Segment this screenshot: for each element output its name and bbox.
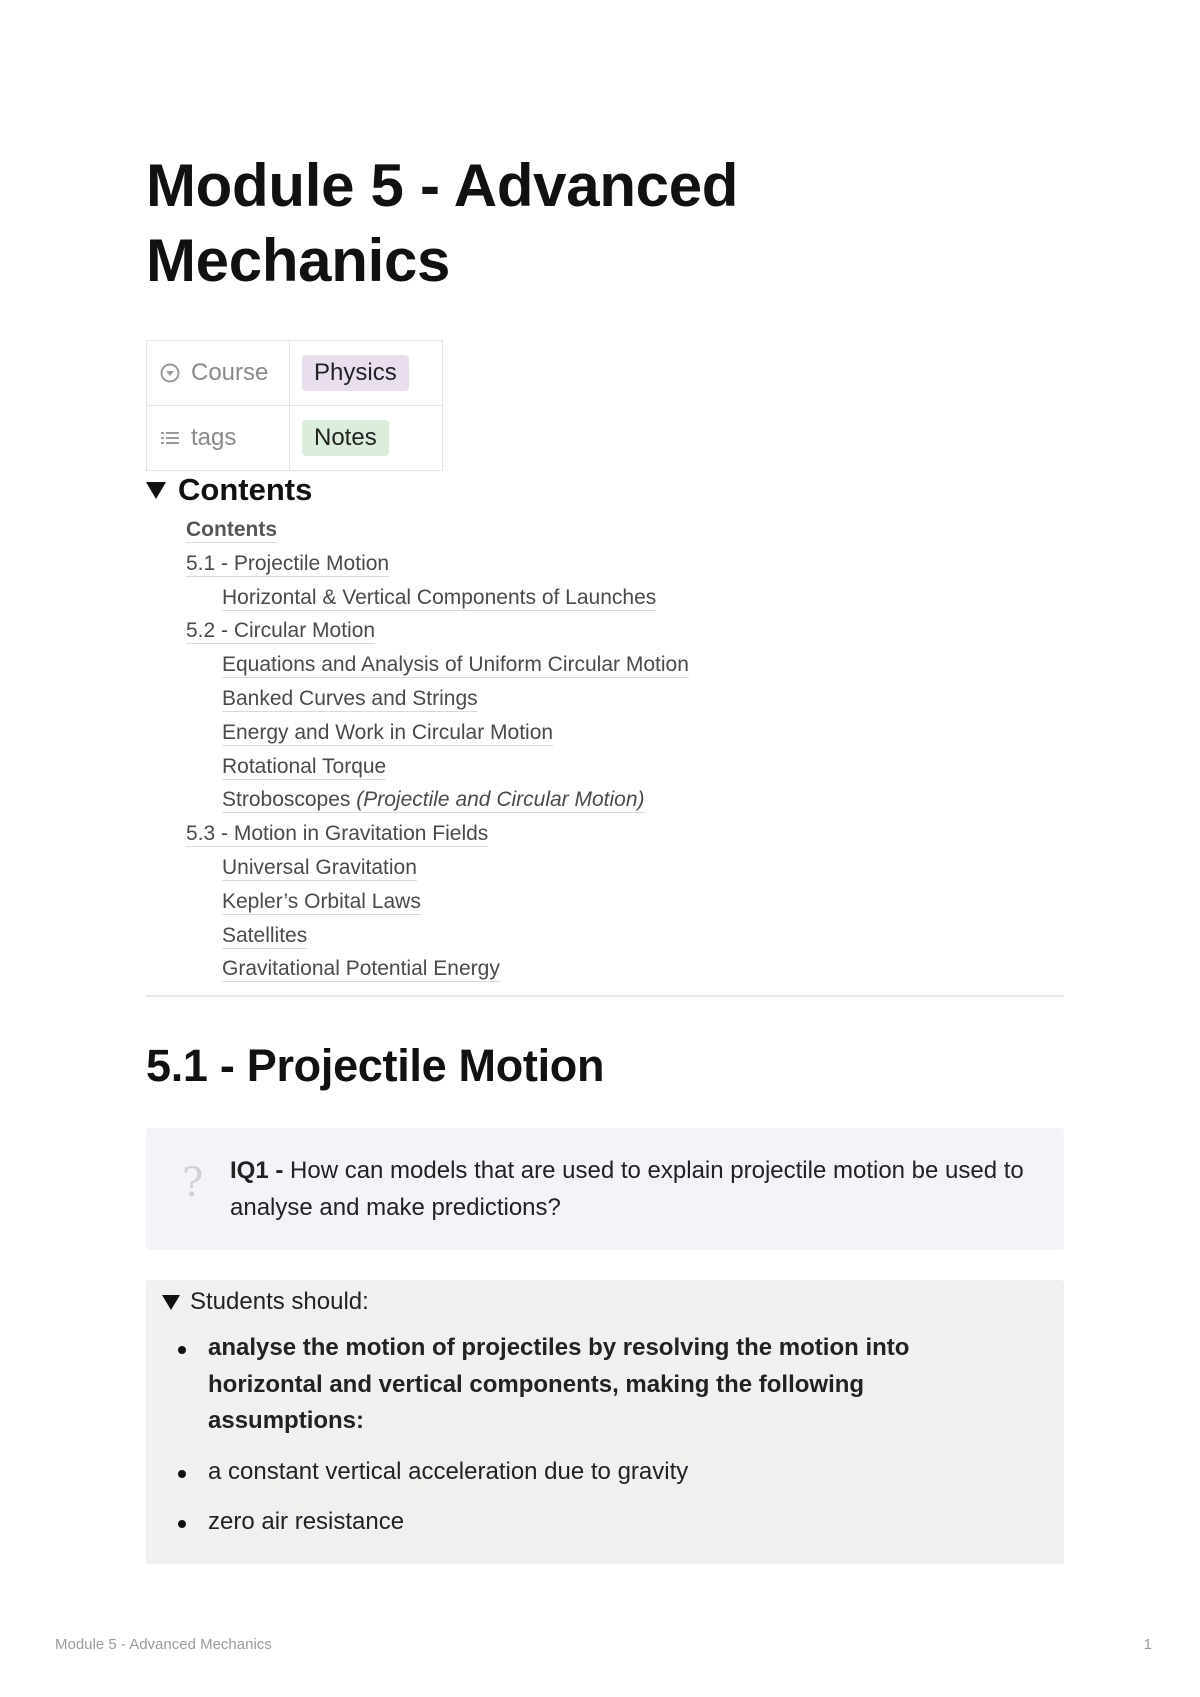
toc-link[interactable]: Kepler’s Orbital Laws [222,889,421,913]
toc-link[interactable]: Horizontal & Vertical Components of Launches [222,585,657,609]
toggle-triangle-icon[interactable] [146,482,166,499]
toc-link[interactable]: Rotational Torque [222,754,387,778]
toggle-triangle-icon[interactable] [162,1295,180,1310]
toc-link[interactable]: 5.3 - Motion in Gravitation Fields [186,822,489,846]
table-of-contents [186,513,886,986]
contents-toggle[interactable]: Contents [146,472,312,508]
students-toggle-header[interactable]: Students should: [162,1288,369,1316]
list-item: a constant vertical acceleration due to gravity [208,1454,968,1491]
list-item: zero air resistance [208,1504,968,1541]
toc-link[interactable]: Stroboscopes (Projectile and Circular Motion) [222,788,645,812]
divider [146,995,1064,997]
properties-table [146,340,443,471]
property-row-tags [147,406,443,471]
page-title: Module 5 - Advanced Mechanics [146,152,739,294]
toc-link[interactable]: Satellites [222,923,308,947]
property-value-course[interactable] [290,341,443,406]
page-number: 1 [1143,1636,1152,1653]
inquiry-callout [146,1128,1064,1250]
toc-link[interactable]: Banked Curves and Strings [222,686,478,710]
toc-link[interactable]: Energy and Work in Circular Motion [222,720,554,744]
course-icon [159,362,181,384]
tag-chip[interactable]: Notes [302,420,389,456]
list-icon [159,427,181,449]
students-should-toggle [146,1280,1064,1564]
bullet-icon [178,1346,186,1354]
property-value-tags[interactable] [290,406,443,471]
bullet-icon [178,1520,186,1528]
question-icon: ? [182,1160,204,1206]
callout-text: IQ1 - How can models that are used to explain projectile motion be used to analyse and make predictions? [230,1157,1024,1221]
toc-heading[interactable]: Contents [186,518,277,541]
list-item: analyse the motion of projectiles by resolving the motion into horizontal and vertical components, making the following assumptions: [208,1330,968,1440]
property-row-course [147,341,443,406]
property-key-course: Course [147,341,290,406]
footer-title: Module 5 - Advanced Mechanics [55,1636,272,1653]
toc-link[interactable]: 5.1 - Projectile Motion [186,551,390,575]
toc-link[interactable]: Gravitational Potential Energy [222,957,500,981]
section-heading: 5.1 - Projectile Motion [146,1040,605,1091]
toc-link[interactable]: 5.2 - Circular Motion [186,619,376,643]
bullet-icon [178,1470,186,1478]
students-list [208,1330,968,1555]
course-chip[interactable]: Physics [302,355,409,391]
toc-link[interactable]: Universal Gravitation [222,855,417,879]
toc-link[interactable]: Equations and Analysis of Uniform Circular Motion [222,653,689,677]
property-key-tags: tags [147,406,290,471]
